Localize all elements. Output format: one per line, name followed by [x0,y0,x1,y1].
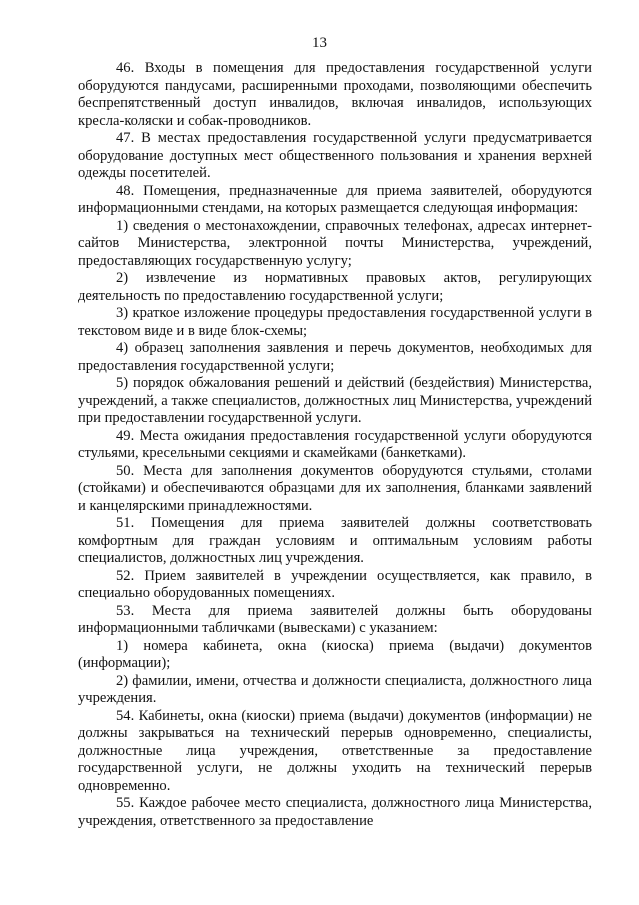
list-item-53-2: 2) фамилии, имени, отчества и должности специалиста, должностного лица учреждения. [78,672,592,706]
paragraph-46: 46. Входы в помещения для предоставления государственной услуги оборудуются пандусами, расширенными проходами, позволяющими обеспечить беспрепятственный доступ инвалидов, включая инвалидов, использующих кресла-коляски и собак-проводников. [78,60,592,129]
paragraph-55: 55. Каждое рабочее место специалиста, должностного лица Министерства, учреждения, ответственного за предоставление [78,795,592,829]
list-item-48-1: 1) сведения о местонахождении, справочных телефонах, адресах интернет-сайтов Министерства, электронной почты Министерства, учреждений, предоставляющих государственную услугу; [78,217,592,269]
paragraph-54: 54. Кабинеты, окна (киоски) приема (выдачи) документов (информации) не должны закрываться на технический перерыв одновременно, специалисты, должностные лица учреждения, ответственные за предоставление государственной услуги, не должны уходить на технический перерыв одновременно. [78,707,592,794]
list-item-48-5: 5) порядок обжалования решений и действий (бездействия) Министерства, учреждений, а также специалистов, должностных лиц Министерства, учреждений при предоставлении государственной услуги. [78,375,592,426]
document-body [78,60,592,830]
list-item-48-2: 2) извлечение из нормативных правовых актов, регулирующих деятельность по предоставлению государственной услуги; [78,270,592,304]
list-item-48-3: 3) краткое изложение процедуры предоставления государственной услуги в текстовом виде и в виде блок-схемы; [78,305,592,339]
page-number: 13 [312,35,327,51]
paragraph-48: 48. Помещения, предназначенные для приема заявителей, оборудуются информационными стендами, на которых размещается следующая информация: [78,182,592,216]
paragraph-51: 51. Помещения для приема заявителей должны соответствовать комфортным для граждан условиям и оптимальным условиям работы специалистов, должностных лиц учреждения. [78,515,592,566]
list-item-53-1: 1) номера кабинета, окна (киоска) приема (выдачи) документов (информации); [78,637,592,671]
list-item-48-4: 4) образец заполнения заявления и перечь документов, необходимых для предоставления государственной услуги; [78,340,592,374]
paragraph-52: 52. Прием заявителей в учреждении осуществляется, как правило, в специально оборудованных помещениях. [78,567,592,601]
paragraph-53: 53. Места для приема заявителей должны быть оборудованы информационными табличками (вывесками) с указанием: [78,602,592,636]
paragraph-50: 50. Места для заполнения документов оборудуются стульями, столами (стойками) и обеспечиваются образцами для их заполнения, бланками заявлений и канцелярскими принадлежностями. [78,462,592,514]
paragraph-49: 49. Места ожидания предоставления государственной услуги оборудуются стульями, кресельными секциями и скамейками (банкетками). [78,427,592,461]
paragraph-47: 47. В местах предоставления государственной услуги предусматривается оборудование доступных мест общественного пользования и хранения верхней одежды посетителей. [78,130,592,181]
